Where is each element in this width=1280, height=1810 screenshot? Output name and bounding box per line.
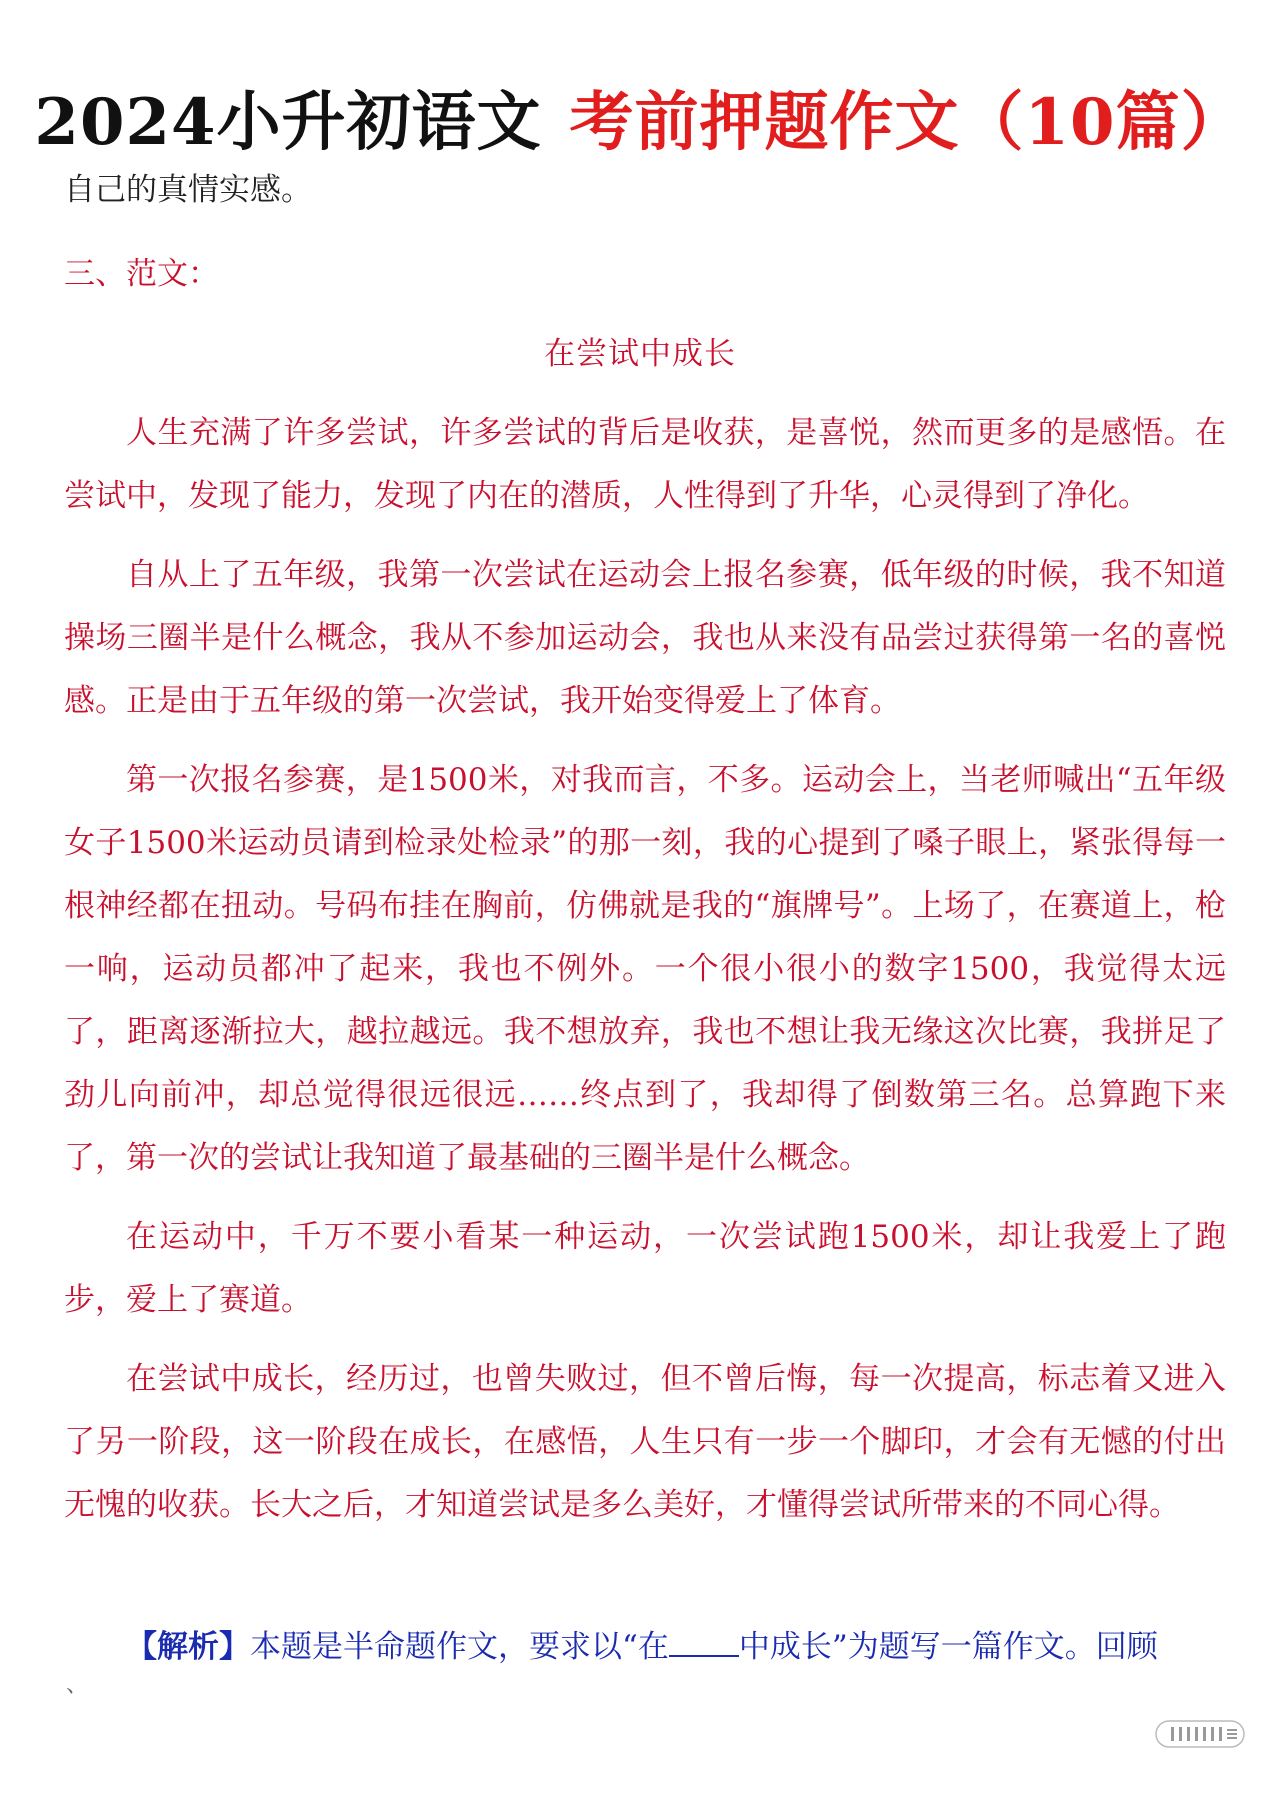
analysis-tag: 【解析】 <box>126 1629 250 1665</box>
fill-in-blank <box>669 1629 739 1657</box>
essay-paragraph-5: 在尝试中成长，经历过，也曾失败过，但不曾后悔，每一次提高，标志着又进入了另一阶段，这一阶段在成长，在感悟，人生只有一步一个脚印，才会有无憾的付出无愧的收获。长大之后，才知道尝试是多么美好，才懂得尝试所带来的不同心得。 <box>64 1361 1226 1523</box>
essay-paragraph-2: 自从上了五年级，我第一次尝试在运动会上报名参赛，低年级的时候，我不知道操场三圈半是什么概念，我从不参加运动会，我也从来没有品尝过获得第一名的喜悦感。正是由于五年级的第一次尝试，我开始变得爱上了体育。 <box>64 557 1226 719</box>
essay-paragraph-1: 人生充满了许多尝试，许多尝试的背后是收获，是喜悦，然而更多的是感悟。在尝试中，发现了能力，发现了内在的潜质，人性得到了升华，心灵得到了净化。 <box>64 415 1226 514</box>
watermark-icon <box>1155 1720 1245 1748</box>
essay-paragraph-3: 第一次报名参赛，是1500米，对我而言，不多。运动会上，当老师喊出“五年级女子1500米运动员请到检录处检录”的那一刻，我的心提到了嗓子眼上，紧张得每一根神经都在扭动。号码布挂在胸前，仿佛就是我的“旗牌号”。上场了，在赛道上，枪一响，运动员都冲了起来，我也不例外。一个很小很小的数字1500，我觉得太远了，距离逐渐拉大，越拉越远。我不想放弃，我也不想让我无缘这次比赛，我拼足了劲儿向前冲，却总觉得很远很远……终点到了，我却得了倒数第三名。总算跑下来了，第一次的尝试让我知道了最基础的三圈半是什么概念。 <box>64 762 1226 1176</box>
header-title-black: 2024小升初语文 <box>34 85 542 160</box>
section-title: 三、范文： <box>64 256 219 292</box>
intro-line: 自己的真情实感。 <box>64 172 312 208</box>
essay-paragraph-4: 在运动中，千万不要小看某一种运动，一次尝试跑1500米，却让我爱上了跑步，爱上了赛道。 <box>64 1219 1226 1318</box>
header-title-red: 考前押题作文（10篇） <box>569 85 1246 160</box>
essay-body <box>64 402 1226 1553</box>
essay-title: 在尝试中成长 <box>544 336 736 372</box>
analysis-text-before: 本题是半命题作文，要求以“在 <box>250 1629 669 1665</box>
analysis-text-after: 中成长”为题写一篇作文。回顾 <box>738 1629 1158 1665</box>
page-header <box>0 78 1280 168</box>
stray-tick-mark: 、 <box>66 1673 89 1698</box>
analysis-line <box>64 1616 1226 1679</box>
